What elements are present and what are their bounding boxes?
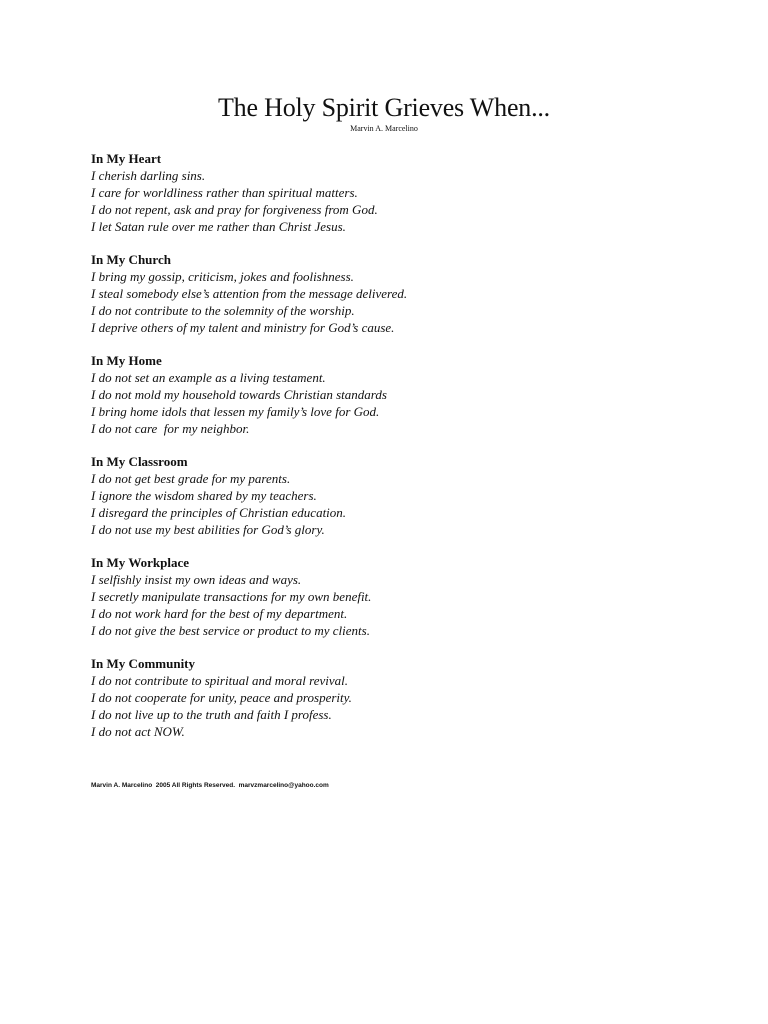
section-line: I bring my gossip, criticism, jokes and foolishness. — [91, 269, 354, 284]
section-line: I do not care for my neighbor. — [91, 421, 250, 436]
section-line: I do not act NOW. — [91, 724, 185, 739]
section-lines — [91, 268, 691, 336]
section-line: I let Satan rule over me rather than Christ Jesus. — [91, 219, 346, 234]
section-line: I do not set an example as a living testament. — [91, 370, 326, 385]
section-line: I do not live up to the truth and faith I profess. — [91, 707, 332, 722]
section-line: I do not use my best abilities for God’s glory. — [91, 522, 325, 537]
document-author: Marvin A. Marcelino — [350, 124, 418, 133]
section-line: I selfishly insist my own ideas and ways. — [91, 572, 302, 587]
section-in-my-community — [91, 655, 691, 740]
section-heading: In My Workplace — [91, 555, 189, 570]
section-line: I bring home idols that lessen my family’s love for God. — [91, 404, 380, 419]
section-lines — [91, 167, 691, 235]
section-line: I cherish darling sins. — [91, 168, 206, 183]
section-line: I secretly manipulate transactions for my own benefit. — [91, 589, 372, 604]
section-in-my-workplace — [91, 554, 691, 639]
section-line: I do not contribute to the solemnity of the worship. — [91, 303, 355, 318]
section-line: I do not cooperate for unity, peace and prosperity. — [91, 690, 352, 705]
section-line: I do not work hard for the best of my department. — [91, 606, 348, 621]
section-heading: In My Heart — [91, 151, 162, 166]
section-line: I deprive others of my talent and ministry for God’s cause. — [91, 320, 395, 335]
section-line: I do not get best grade for my parents. — [91, 471, 291, 486]
section-in-my-home — [91, 352, 691, 437]
section-in-my-heart — [91, 150, 691, 235]
section-line: I disregard the principles of Christian education. — [91, 505, 347, 520]
section-heading: In My Home — [91, 353, 162, 368]
section-lines — [91, 571, 691, 639]
section-line: I do not mold my household towards Christian standards — [91, 387, 387, 402]
section-lines — [91, 672, 691, 740]
section-lines — [91, 369, 691, 437]
section-in-my-classroom — [91, 453, 691, 538]
section-heading: In My Church — [91, 252, 171, 267]
copyright-footer: Marvin A. Marcelino 2005 All Rights Reserved. marvzmarcelino@yahoo.com — [91, 782, 329, 789]
section-line: I do not give the best service or product to my clients. — [91, 623, 370, 638]
section-line: I do not repent, ask and pray for forgiveness from God. — [91, 202, 378, 217]
section-heading: In My Classroom — [91, 454, 188, 469]
section-lines — [91, 470, 691, 538]
section-line: I ignore the wisdom shared by my teachers. — [91, 488, 317, 503]
section-line: I steal somebody else’s attention from the message delivered. — [91, 286, 408, 301]
section-line: I do not contribute to spiritual and moral revival. — [91, 673, 348, 688]
section-line: I care for worldliness rather than spiritual matters. — [91, 185, 358, 200]
section-in-my-church — [91, 251, 691, 336]
sections-container — [91, 150, 691, 756]
section-heading: In My Community — [91, 656, 196, 671]
document-title: The Holy Spirit Grieves When... — [218, 93, 550, 122]
